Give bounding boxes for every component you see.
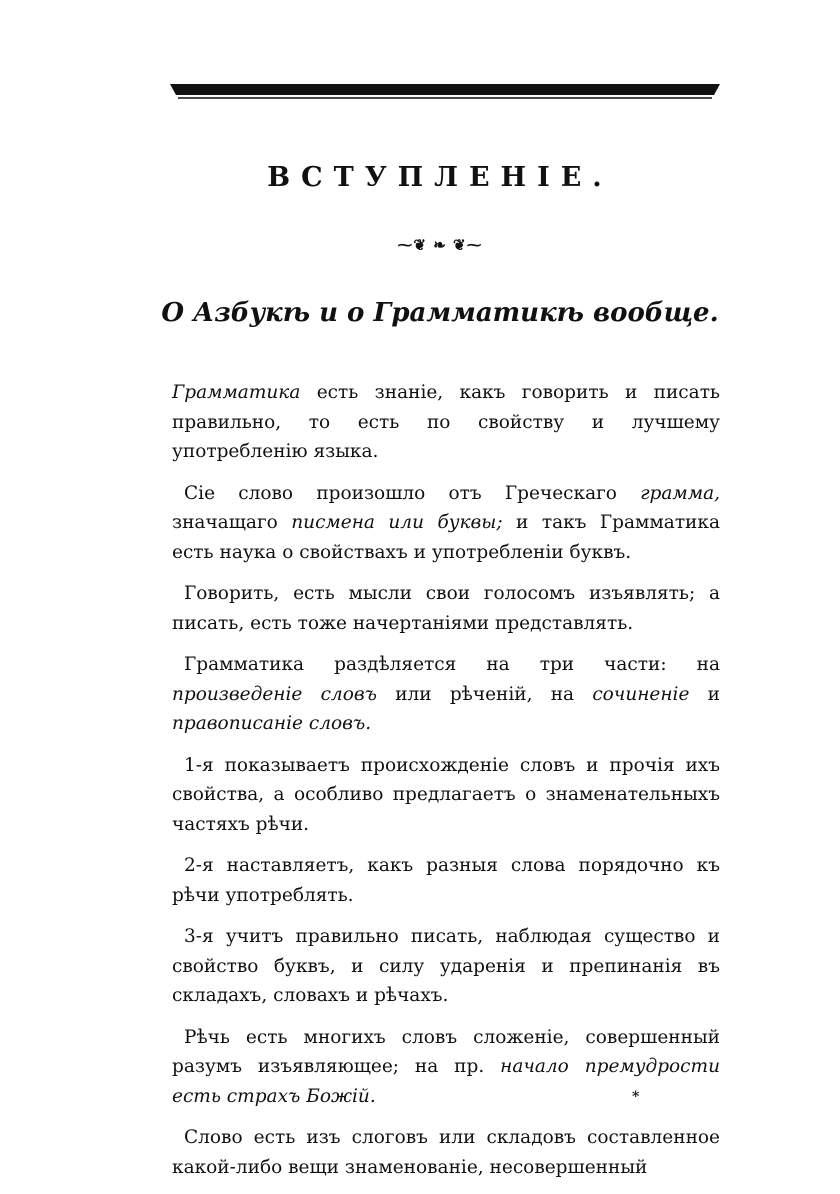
- footer-mark: *: [632, 1089, 640, 1105]
- paragraph: [172, 922, 720, 1011]
- paragraph: [172, 650, 720, 739]
- ornament-divider: ⁓❦ ❧ ❦⁓: [397, 236, 483, 254]
- paragraph: [172, 1123, 720, 1182]
- paragraph: [172, 378, 720, 467]
- italic-run: писмена или буквы;: [291, 512, 503, 533]
- italic-run: грамма,: [640, 482, 720, 504]
- text-run: 1-я показываетъ происхожденiе словъ и прочiя ихъ свойства, а особливо предлагаетъ о знаменательныхъ частяхъ рѣчи.: [172, 754, 720, 835]
- text-run: Грамматика раздѣляется на три части: на: [184, 654, 720, 675]
- italic-run: правописанiе словъ.: [172, 713, 372, 734]
- italic-run: Грамматика: [172, 382, 301, 403]
- paragraph: [172, 851, 720, 910]
- text-run: Говорить, есть мысли свои голосомъ изъявлять; а писать, есть тоже начертанiями представлять.: [172, 583, 720, 634]
- page-heading: ВСТУПЛЕНIЕ.: [267, 162, 613, 193]
- text-run: и: [689, 683, 720, 705]
- text-run: 3-я учитъ правильно писать, наблюдая существо и свойство буквъ, и силу ударенiя и препинанiя въ складахъ, словахъ и рѣчахъ.: [172, 926, 720, 1006]
- paragraph: [172, 751, 720, 840]
- section-subtitle: О Азбукѣ и о Грамматикѣ вообще.: [161, 298, 719, 328]
- text-run: 2-я наставляетъ, какъ разныя слова порядочно къ рѣчи употреблять.: [172, 855, 720, 906]
- top-decorative-rule: [170, 82, 720, 100]
- text-run: Рѣчь есть многихъ словъ сложенiе, совершенный разумъ изъявляющее; на пр.: [172, 1026, 720, 1077]
- italic-run: сочиненiе: [592, 683, 690, 705]
- text-run: Слово есть изъ слоговъ или складовъ составленное какой-либо вещи знаменованiе, несовершенный: [172, 1127, 720, 1178]
- italic-run: начало премудрости есть страхъ Божiй.: [172, 1056, 721, 1107]
- text-run: и такъ Грамматика есть наука о свойствахъ и употребленiи буквъ.: [172, 512, 720, 563]
- text-run: Сiе слово произошло отъ Греческаго: [184, 482, 641, 504]
- text-run: или рѣченiй, на: [376, 683, 593, 705]
- body-text: [172, 378, 720, 1194]
- text-run: значащаго: [172, 512, 292, 533]
- text-run: есть знанiе, какъ говорить и писать правильно, то есть по свойству и лучшему употребленiю языка.: [172, 382, 720, 462]
- italic-run: произведенiе словъ: [172, 683, 377, 705]
- paragraph: [172, 579, 720, 638]
- paragraph: [172, 479, 720, 568]
